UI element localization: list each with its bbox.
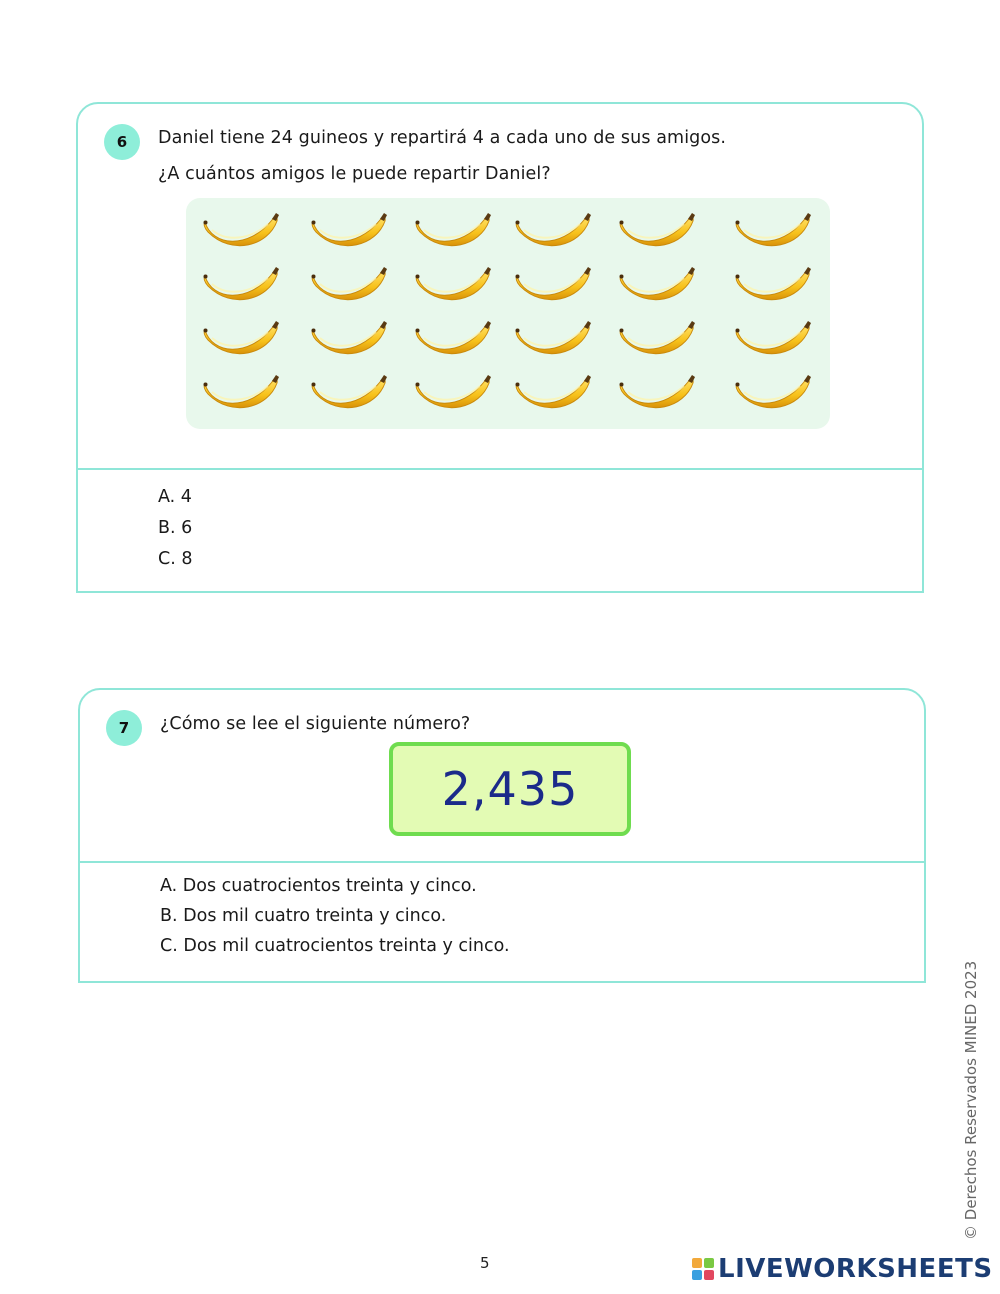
option-a[interactable]: A. Dos cuatrocientos treinta y cinco. (160, 876, 477, 896)
question-7-card (78, 688, 926, 983)
banana-grid (186, 198, 830, 429)
banana-icon (414, 264, 492, 308)
banana-icon (202, 210, 280, 254)
banana-icon (414, 210, 492, 254)
banana-icon (734, 372, 812, 416)
option-b[interactable]: B. Dos mil cuatro treinta y cinco. (160, 906, 447, 926)
option-c[interactable]: C. Dos mil cuatrocientos treinta y cinco. (160, 936, 510, 956)
banana-icon (618, 210, 696, 254)
page-number: 5 (480, 1254, 490, 1272)
option-c[interactable]: C. 8 (158, 549, 193, 569)
banana-icon (202, 264, 280, 308)
banana-icon (618, 372, 696, 416)
brand-logo[interactable] (692, 1254, 993, 1284)
banana-icon (734, 210, 812, 254)
banana-icon (618, 264, 696, 308)
banana-icon (734, 318, 812, 362)
question-6-prompt: ¿A cuántos amigos le puede repartir Daniel? (158, 164, 551, 184)
question-number-badge: 6 (104, 124, 140, 160)
banana-icon (514, 210, 592, 254)
option-a[interactable]: A. 4 (158, 487, 192, 507)
question-6-statement: Daniel tiene 24 guineos y repartirá 4 a cada uno de sus amigos. (158, 128, 727, 148)
banana-icon (310, 318, 388, 362)
copyright-notice: © Derechos Reservados MINED 2023 (962, 960, 980, 1240)
banana-icon (310, 372, 388, 416)
banana-icon (734, 264, 812, 308)
number-value: 2,435 (441, 762, 579, 816)
question-6-card (76, 102, 924, 593)
question-number-badge: 7 (106, 710, 142, 746)
brand-icon (692, 1258, 714, 1280)
number-display (389, 742, 631, 836)
banana-icon (514, 264, 592, 308)
option-b[interactable]: B. 6 (158, 518, 193, 538)
brand-name: LIVEWORKSHEETS (718, 1254, 993, 1284)
banana-icon (514, 372, 592, 416)
question-7-prompt: ¿Cómo se lee el siguiente número? (160, 714, 471, 734)
banana-icon (618, 318, 696, 362)
banana-icon (202, 372, 280, 416)
banana-icon (310, 264, 388, 308)
banana-icon (414, 318, 492, 362)
banana-icon (414, 372, 492, 416)
divider (80, 861, 924, 863)
banana-icon (202, 318, 280, 362)
divider (78, 468, 922, 470)
banana-icon (310, 210, 388, 254)
banana-icon (514, 318, 592, 362)
